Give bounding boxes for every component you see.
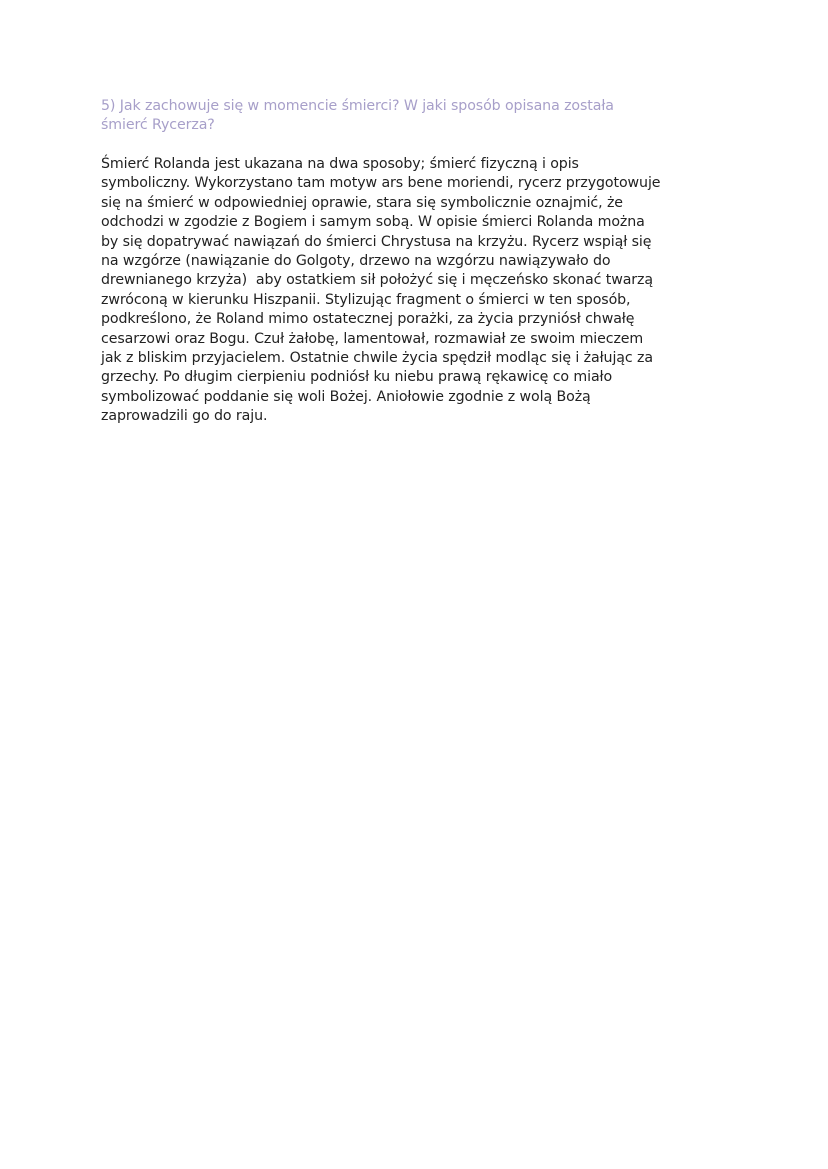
answer-line: symbolizować poddanie się woli Bożej. Aniołowie zgodnie z wolą Bożą — [101, 388, 591, 405]
question-line: 5) Jak zachowuje się w momencie śmierci? W jaki sposób opisana została — [101, 98, 614, 114]
answer-line: jak z bliskim przyjacielem. Ostatnie chwile życia spędził modląc się i żałując za — [101, 350, 653, 367]
question-heading — [101, 97, 731, 135]
answer-line: odchodzi w zgodzie z Bogiem i samym sobą. W opisie śmierci Rolanda można — [101, 214, 645, 231]
answer-line: Śmierć Rolanda jest ukazana na dwa sposoby; śmierć fizyczną i opis — [101, 156, 579, 172]
answer-line: cesarzowi oraz Bogu. Czuł żałobę, lamentował, rozmawiał ze swoim mieczem — [101, 330, 644, 347]
answer-line: drewnianego krzyża) aby ostatkiem sił położyć się i męczeńsko skonać twarzą — [101, 272, 653, 289]
answer-line: symboliczny. Wykorzystano tam motyw ars bene moriendi, rycerz przygotowuje — [101, 175, 661, 192]
answer-line: się na śmierć w odpowiedniej oprawie, stara się symbolicznie oznajmić, że — [101, 194, 623, 211]
answer-line: grzechy. Po długim cierpieniu podniósł ku niebu prawą rękawicę co miało — [101, 369, 613, 386]
answer-line: podkreślono, że Roland mimo ostatecznej porażki, za życia przyniósł chwałę — [101, 311, 635, 328]
document-content — [101, 97, 731, 427]
answer-line: zwróconą w kierunku Hiszpanii. Stylizując fragment o śmierci w ten sposób, — [101, 291, 631, 308]
answer-line: by się dopatrywać nawiązań do śmierci Chrystusa na krzyżu. Rycerz wspiął się — [101, 233, 652, 250]
answer-line: na wzgórze (nawiązanie do Golgoty, drzewo na wzgórzu nawiązywało do — [101, 253, 611, 270]
question-line: śmierć Rycerza? — [101, 117, 215, 133]
answer-paragraph — [101, 155, 731, 427]
answer-line: zaprowadzili go do raju. — [101, 408, 268, 425]
